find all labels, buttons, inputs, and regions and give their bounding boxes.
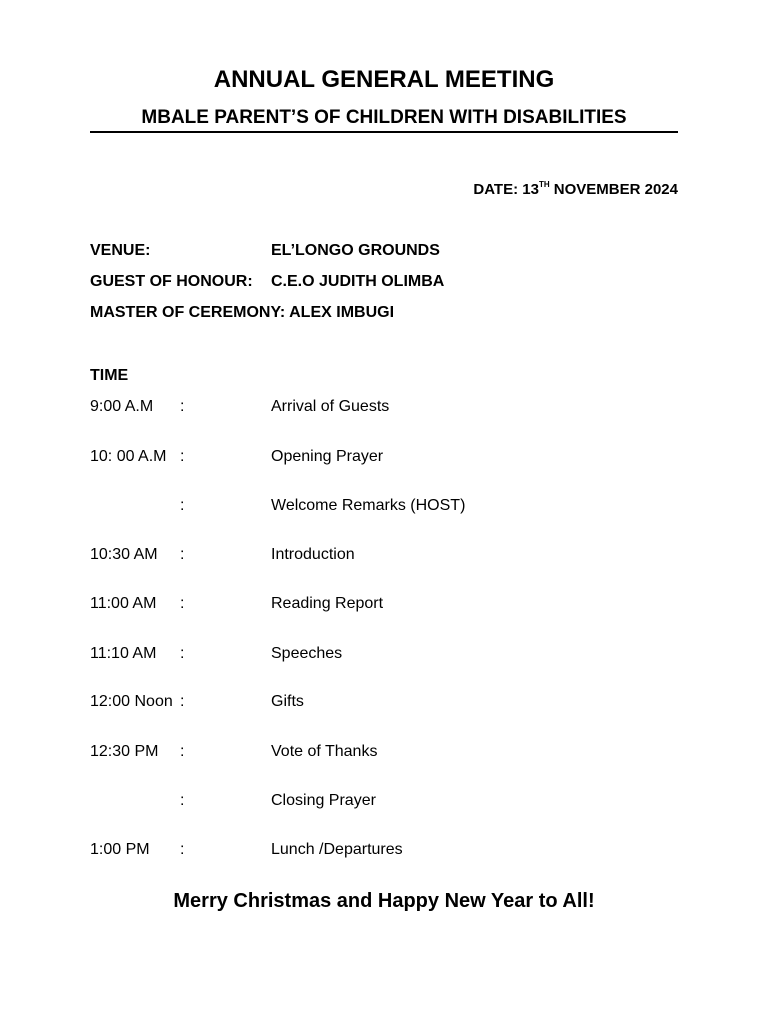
document-subtitle: MBALE PARENT’S OF CHILDREN WITH DISABILITIES xyxy=(141,107,627,128)
schedule-time: 1:00 PM xyxy=(90,841,150,858)
schedule-event: Opening Prayer xyxy=(271,448,384,465)
guest-of-honour-value: C.E.O JUDITH OLIMBA xyxy=(271,273,445,290)
schedule-row xyxy=(0,790,768,812)
schedule-separator: : xyxy=(180,645,185,662)
schedule-time: 12:30 PM xyxy=(90,743,159,760)
schedule-time: 10:30 AM xyxy=(90,546,158,563)
title-underline xyxy=(90,131,678,133)
venue-label: VENUE: xyxy=(90,242,151,259)
schedule-event: Introduction xyxy=(271,546,355,563)
schedule-row xyxy=(0,446,768,468)
venue-value: EL’LONGO GROUNDS xyxy=(271,242,440,259)
schedule-separator: : xyxy=(180,398,185,415)
schedule-separator: : xyxy=(180,595,185,612)
schedule-event: Gifts xyxy=(271,693,304,710)
schedule-event: Welcome Remarks (HOST) xyxy=(271,497,466,514)
schedule-row xyxy=(0,544,768,566)
schedule-time: 11:00 AM xyxy=(90,595,157,612)
time-heading: TIME xyxy=(90,367,129,384)
schedule-event: Lunch /Departures xyxy=(271,841,403,858)
schedule-separator: : xyxy=(180,841,185,858)
schedule-row xyxy=(0,593,768,615)
meeting-date xyxy=(473,180,678,200)
schedule-event: Vote of Thanks xyxy=(271,743,378,760)
master-of-ceremony-row xyxy=(90,303,394,323)
schedule-time: 9:00 A.M xyxy=(90,398,154,415)
schedule-event: Closing Prayer xyxy=(271,792,376,809)
schedule-row xyxy=(0,741,768,763)
master-of-ceremony-value: ALEX IMBUGI xyxy=(289,304,395,321)
schedule-separator: : xyxy=(180,743,185,760)
schedule-row xyxy=(0,643,768,665)
schedule-separator: : xyxy=(180,448,185,465)
guest-of-honour-label: GUEST OF HONOUR: xyxy=(90,273,253,290)
date-rest: NOVEMBER 2024 xyxy=(549,181,678,198)
schedule-time: 11:10 AM xyxy=(90,645,157,662)
schedule-event: Reading Report xyxy=(271,595,384,612)
schedule-event: Arrival of Guests xyxy=(271,398,390,415)
closing-greeting: Merry Christmas and Happy New Year to All! xyxy=(173,890,595,912)
schedule-separator: : xyxy=(180,792,185,809)
schedule-event: Speeches xyxy=(271,645,343,662)
schedule-time: 12:00 Noon xyxy=(90,693,173,710)
schedule-row xyxy=(0,839,768,861)
date-prefix: DATE: 13 xyxy=(473,181,539,198)
schedule-row xyxy=(0,691,768,713)
schedule-row xyxy=(0,495,768,517)
schedule-row xyxy=(0,396,768,418)
master-of-ceremony-label: MASTER OF CEREMONY: xyxy=(90,304,286,321)
schedule-separator: : xyxy=(180,497,185,514)
schedule-separator: : xyxy=(180,546,185,563)
schedule-time: 10: 00 A.M xyxy=(90,448,167,465)
date-superscript: TH xyxy=(538,180,550,189)
document-title: ANNUAL GENERAL MEETING xyxy=(213,66,555,93)
schedule-separator: : xyxy=(180,693,185,710)
